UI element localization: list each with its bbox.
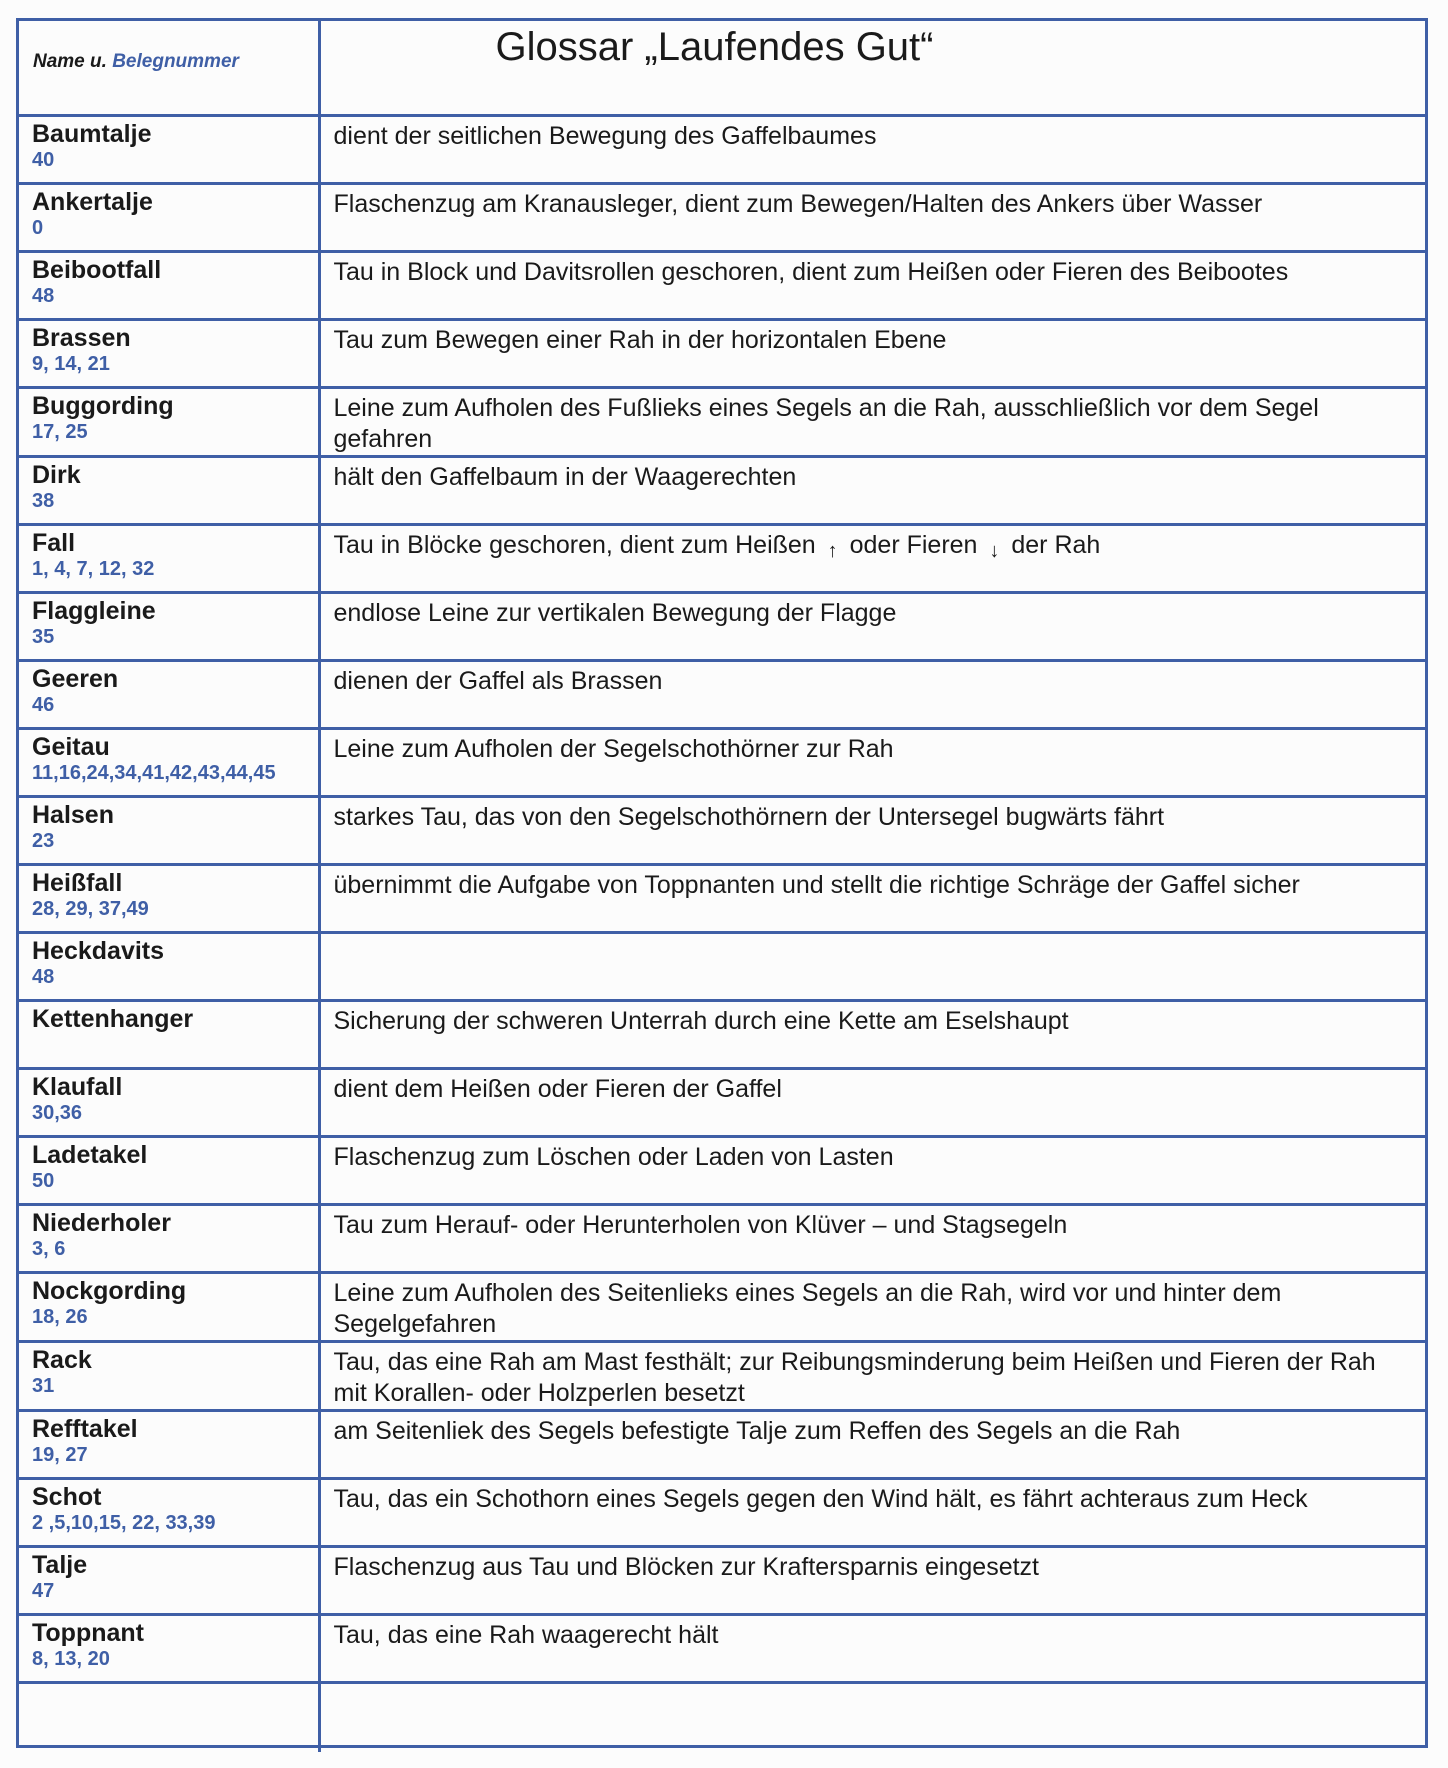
- description-cell: [319, 1000, 1425, 1068]
- glossary-row: [19, 524, 1425, 592]
- term-cell: [19, 1204, 319, 1272]
- term-reference-numbers: 11,16,24,34,41,42,43,44,45: [32, 761, 276, 784]
- term-name: Fall: [32, 528, 76, 557]
- term-description: Leine zum Aufholen der Segelschothörner zur Rah: [333, 734, 894, 763]
- term-cell: [19, 1410, 319, 1478]
- glossary-row: [19, 1204, 1425, 1272]
- term-cell: [19, 1000, 319, 1068]
- term-name: Niederholer: [32, 1208, 171, 1237]
- description-cell: [319, 456, 1425, 524]
- description-cell: [319, 932, 1425, 1000]
- glossary-row: [19, 183, 1425, 251]
- term-cell: [19, 1546, 319, 1614]
- glossary-row: [19, 1410, 1425, 1478]
- description-cell: [319, 1478, 1425, 1546]
- glossary-row: [19, 864, 1425, 932]
- header-name-cell: [19, 21, 319, 115]
- term-reference-numbers: 9, 14, 21: [32, 352, 110, 375]
- description-cell: [319, 1204, 1425, 1272]
- term-reference-numbers: 48: [32, 965, 55, 988]
- empty-cell: [319, 1682, 1425, 1752]
- glossary-table: [19, 21, 1425, 1752]
- description-cell: [319, 387, 1425, 456]
- term-reference-numbers: 28, 29, 37,49: [32, 897, 149, 920]
- arrow-up-icon: ↑: [827, 539, 838, 562]
- term-cell: [19, 319, 319, 387]
- description-cell: [319, 1410, 1425, 1478]
- term-cell: [19, 183, 319, 251]
- term-name: Heckdavits: [32, 936, 165, 965]
- glossary-row: [19, 660, 1425, 728]
- term-description: Leine zum Aufholen des Seitenlieks eines Segels an die Rah, wird vor und hinter dem Segelgefahren: [333, 1278, 1282, 1338]
- term-description: Flaschenzug aus Tau und Blöcken zur Kraftersparnis eingesetzt: [333, 1552, 1039, 1581]
- description-cell: [319, 1546, 1425, 1614]
- description-part: oder Fieren: [849, 530, 978, 559]
- term-cell: [19, 932, 319, 1000]
- glossary-row: [19, 1272, 1425, 1341]
- term-name: Heißfall: [32, 868, 123, 897]
- term-cell: [19, 1068, 319, 1136]
- term-cell: [19, 796, 319, 864]
- term-name: Ankertalje: [32, 187, 153, 216]
- term-name: Geeren: [32, 664, 119, 693]
- number-label: Belegnummer: [112, 51, 239, 72]
- description-cell: [319, 1341, 1425, 1410]
- term-description: Flaschenzug zum Löschen oder Laden von Lasten: [333, 1142, 894, 1171]
- term-description: Leine zum Aufholen des Fußlieks eines Segels an die Rah, ausschließlich vor dem Segel gefahren: [333, 393, 1319, 453]
- description-cell: [319, 728, 1425, 796]
- description-cell: [319, 183, 1425, 251]
- glossary-row: [19, 387, 1425, 456]
- name-label: Name u.: [33, 51, 107, 72]
- term-description: Tau in Block und Davitsrollen geschoren, dient zum Heißen oder Fieren des Beibootes: [333, 257, 1289, 286]
- term-cell: [19, 1272, 319, 1341]
- description-part: Tau in Blöcke geschoren, dient zum Heißen: [333, 530, 816, 559]
- term-reference-numbers: 35: [32, 625, 55, 648]
- term-description: [321, 934, 1426, 938]
- term-description: endlose Leine zur vertikalen Bewegung der Flagge: [333, 598, 897, 627]
- term-name: Geitau: [32, 732, 110, 761]
- term-reference-numbers: 48: [32, 284, 55, 307]
- term-reference-numbers: 1, 4, 7, 12, 32: [32, 557, 155, 580]
- term-cell: [19, 592, 319, 660]
- glossary-row: [19, 1341, 1425, 1410]
- description-cell: [319, 319, 1425, 387]
- term-name: Refftakel: [32, 1414, 138, 1443]
- term-reference-numbers: 47: [32, 1579, 55, 1602]
- glossary-row: [19, 728, 1425, 796]
- term-cell: [19, 1614, 319, 1682]
- description-cell: [319, 1614, 1425, 1682]
- term-name: Buggording: [32, 391, 174, 420]
- description-cell: [319, 251, 1425, 319]
- term-cell: [19, 456, 319, 524]
- term-name: Dirk: [32, 460, 81, 489]
- term-name: Ladetakel: [32, 1140, 148, 1169]
- term-name: Talje: [32, 1550, 88, 1579]
- term-name: Rack: [32, 1345, 92, 1374]
- glossary-row: [19, 932, 1425, 1000]
- glossary-row: [19, 1546, 1425, 1614]
- term-description: hält den Gaffelbaum in der Waagerechten: [333, 462, 797, 491]
- column-label: [33, 51, 239, 73]
- term-description: Tau, das ein Schothorn eines Segels gegen den Wind hält, es fährt achteraus zum Heck: [333, 1484, 1308, 1513]
- term-description: starkes Tau, das von den Segelschothörnern der Untersegel bugwärts fährt: [333, 802, 1165, 831]
- term-description: Tau, das eine Rah am Mast festhält; zur Reibungsminderung beim Heißen und Fieren der Rah mit Korallen- oder Holzperlen besetzt: [333, 1347, 1376, 1407]
- term-reference-numbers: 18, 26: [32, 1305, 88, 1328]
- empty-row: [19, 1682, 1425, 1752]
- term-reference-numbers: 38: [32, 489, 55, 512]
- header-title-cell: [319, 21, 1425, 115]
- term-reference-numbers: 19, 27: [32, 1443, 88, 1466]
- term-description: dient der seitlichen Bewegung des Gaffelbaumes: [333, 121, 877, 150]
- description-cell: [319, 524, 1425, 592]
- term-reference-numbers: 31: [32, 1374, 55, 1397]
- description-cell: [319, 660, 1425, 728]
- term-cell: [19, 1478, 319, 1546]
- term-description: [321, 526, 1426, 567]
- term-name: Toppnant: [32, 1618, 144, 1647]
- term-description: Tau zum Herauf- oder Herunterholen von Klüver – und Stagsegeln: [333, 1210, 1068, 1239]
- term-reference-numbers: 17, 25: [32, 420, 88, 443]
- glossary-sheet: [16, 18, 1428, 1748]
- term-reference-numbers: 3, 6: [32, 1237, 66, 1260]
- term-description: Tau, das eine Rah waagerecht hält: [333, 1620, 719, 1649]
- term-cell: [19, 728, 319, 796]
- term-cell: [19, 660, 319, 728]
- term-cell: [19, 251, 319, 319]
- header-row: [19, 21, 1425, 115]
- term-description: Flaschenzug am Kranausleger, dient zum Bewegen/Halten des Ankers über Wasser: [333, 189, 1263, 218]
- description-cell: [319, 796, 1425, 864]
- term-name: Beibootfall: [32, 255, 162, 284]
- term-cell: [19, 524, 319, 592]
- glossary-row: [19, 1068, 1425, 1136]
- term-cell: [19, 115, 319, 183]
- term-name: Schot: [32, 1482, 102, 1511]
- glossary-row: [19, 1478, 1425, 1546]
- term-name: Brassen: [32, 323, 131, 352]
- term-reference-numbers: 23: [32, 829, 55, 852]
- term-cell: [19, 387, 319, 456]
- glossary-row: [19, 456, 1425, 524]
- glossary-row: [19, 115, 1425, 183]
- term-description: dienen der Gaffel als Brassen: [333, 666, 663, 695]
- term-reference-numbers: 8, 13, 20: [32, 1647, 110, 1670]
- term-description: übernimmt die Aufgabe von Toppnanten und stellt die richtige Schräge der Gaffel sicher: [333, 870, 1300, 899]
- glossary-row: [19, 1000, 1425, 1068]
- glossary-row: [19, 592, 1425, 660]
- arrow-down-icon: ↓: [989, 539, 1000, 562]
- term-name: Klaufall: [32, 1072, 123, 1101]
- term-reference-numbers: 30,36: [32, 1101, 83, 1124]
- term-description: am Seitenliek des Segels befestigte Talje zum Reffen des Segels an die Rah: [333, 1416, 1181, 1445]
- term-cell: [19, 1136, 319, 1204]
- glossary-row: [19, 319, 1425, 387]
- term-name: Flaggleine: [32, 596, 156, 625]
- description-cell: [319, 864, 1425, 932]
- description-cell: [319, 592, 1425, 660]
- term-reference-numbers: 50: [32, 1169, 55, 1192]
- term-name: Baumtalje: [32, 119, 152, 148]
- term-reference-numbers: 0: [32, 216, 44, 239]
- empty-cell: [19, 1682, 319, 1752]
- term-reference-numbers: 40: [32, 148, 55, 171]
- term-name: Halsen: [32, 800, 114, 829]
- glossary-row: [19, 251, 1425, 319]
- page-title: Glossar „Laufendes Gut“: [495, 25, 934, 69]
- term-description: Tau zum Bewegen einer Rah in der horizontalen Ebene: [333, 325, 947, 354]
- description-part: der Rah: [1011, 530, 1101, 559]
- term-description: dient dem Heißen oder Fieren der Gaffel: [333, 1074, 782, 1103]
- term-name: Nockgording: [32, 1276, 187, 1305]
- term-cell: [19, 864, 319, 932]
- description-cell: [319, 1272, 1425, 1341]
- term-name: Kettenhanger: [32, 1004, 194, 1033]
- description-cell: [319, 1068, 1425, 1136]
- description-cell: [319, 1136, 1425, 1204]
- term-reference-numbers: 2 ,5,10,15, 22, 33,39: [32, 1511, 216, 1534]
- term-cell: [19, 1341, 319, 1410]
- glossary-row: [19, 796, 1425, 864]
- term-description: Sicherung der schweren Unterrah durch eine Kette am Eselshaupt: [333, 1006, 1069, 1035]
- term-reference-numbers: 46: [32, 693, 55, 716]
- description-cell: [319, 115, 1425, 183]
- glossary-row: [19, 1136, 1425, 1204]
- glossary-row: [19, 1614, 1425, 1682]
